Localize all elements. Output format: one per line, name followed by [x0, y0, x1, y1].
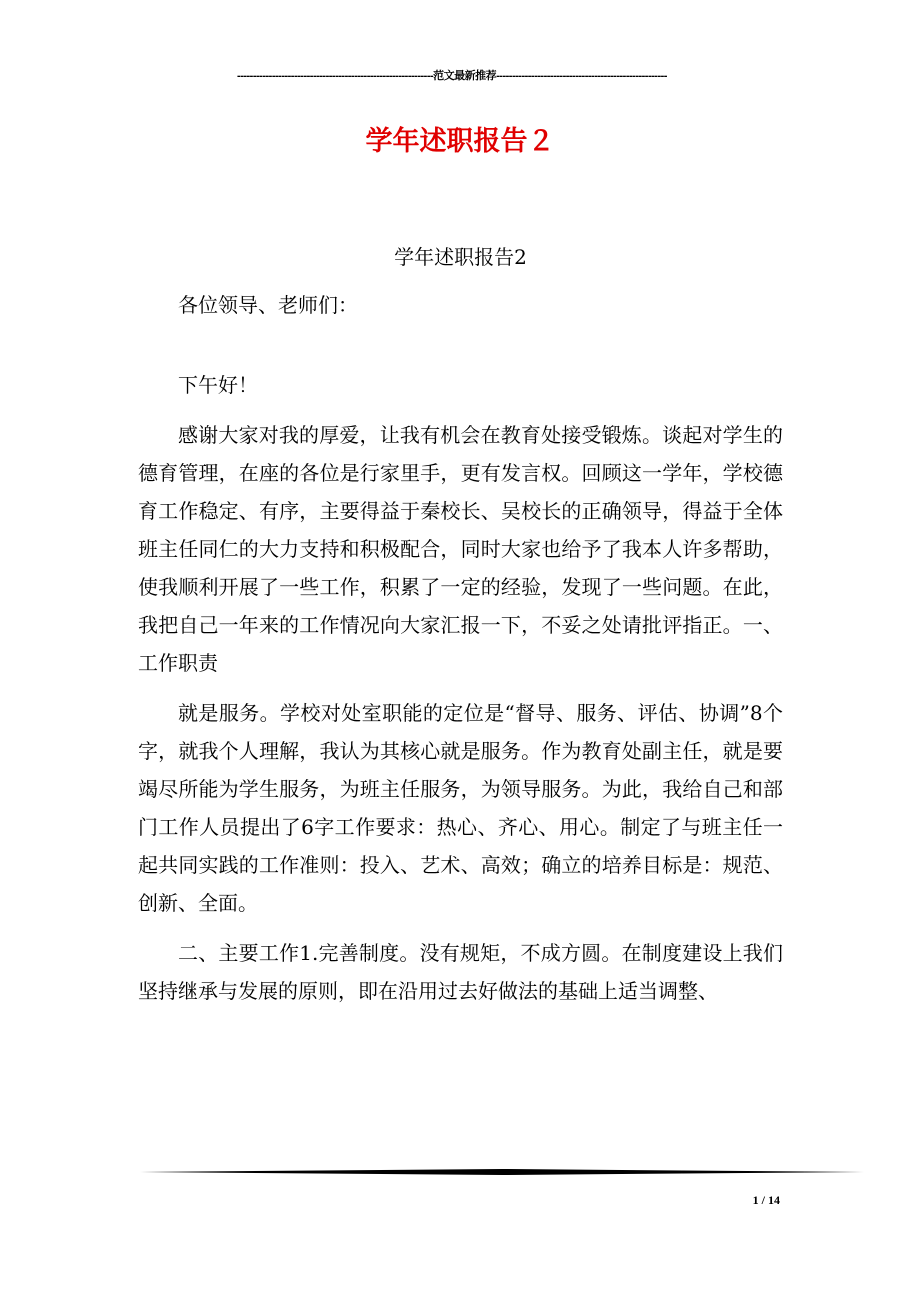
paragraph: 二、主要工作1.完善制度。没有规矩，不成方圆。在制度建设上我们坚持继承与发展的原则，即在沿用过去好做法的基础上适当调整、: [138, 941, 783, 1003]
document-subtitle: 学年述职报告2: [394, 245, 527, 269]
header-banner: --------------------------------------------------------------范文最新推荐------------------------------------------------------: [237, 70, 667, 82]
footer-divider: [140, 1169, 864, 1175]
greeting: 各位领导、老师们：: [178, 293, 358, 317]
paragraph: 就是服务。学校对处室职能的定位是“督导、服务、评估、协调”8个字，就我个人理解，我认为其核心就是服务。作为教育处副主任，就是要竭尽所能为学生服务，为班主任服务，为领导服务。为此，我给自己和部门工作人员提出了6字工作要求：热心、齐心、用心。制定了与班主任一起共同实践的工作准则：投入、艺术、高效；确立的培养目标是：规范、创新、全面。: [138, 701, 783, 915]
paragraph: 下午好！: [178, 373, 258, 397]
paragraph: 感谢大家对我的厚爱，让我有机会在教育处接受锻炼。谈起对学生的德育管理，在座的各位是行家里手，更有发言权。回顾这一学年，学校德育工作稳定、有序，主要得益于秦校长、吴校长的正确领导，得益于全体班主任同仁的大力支持和积极配合，同时大家也给予了我本人许多帮助，使我顺利开展了一些工作，积累了一定的经验，发现了一些问题。在此，我把自己一年来的工作情况向大家汇报一下，不妥之处请批评指正。一、工作职责: [138, 423, 783, 675]
document-title: 学年述职报告２: [365, 126, 555, 157]
page-number: 1 / 14: [752, 1193, 780, 1207]
document-body: [138, 238, 783, 1022]
